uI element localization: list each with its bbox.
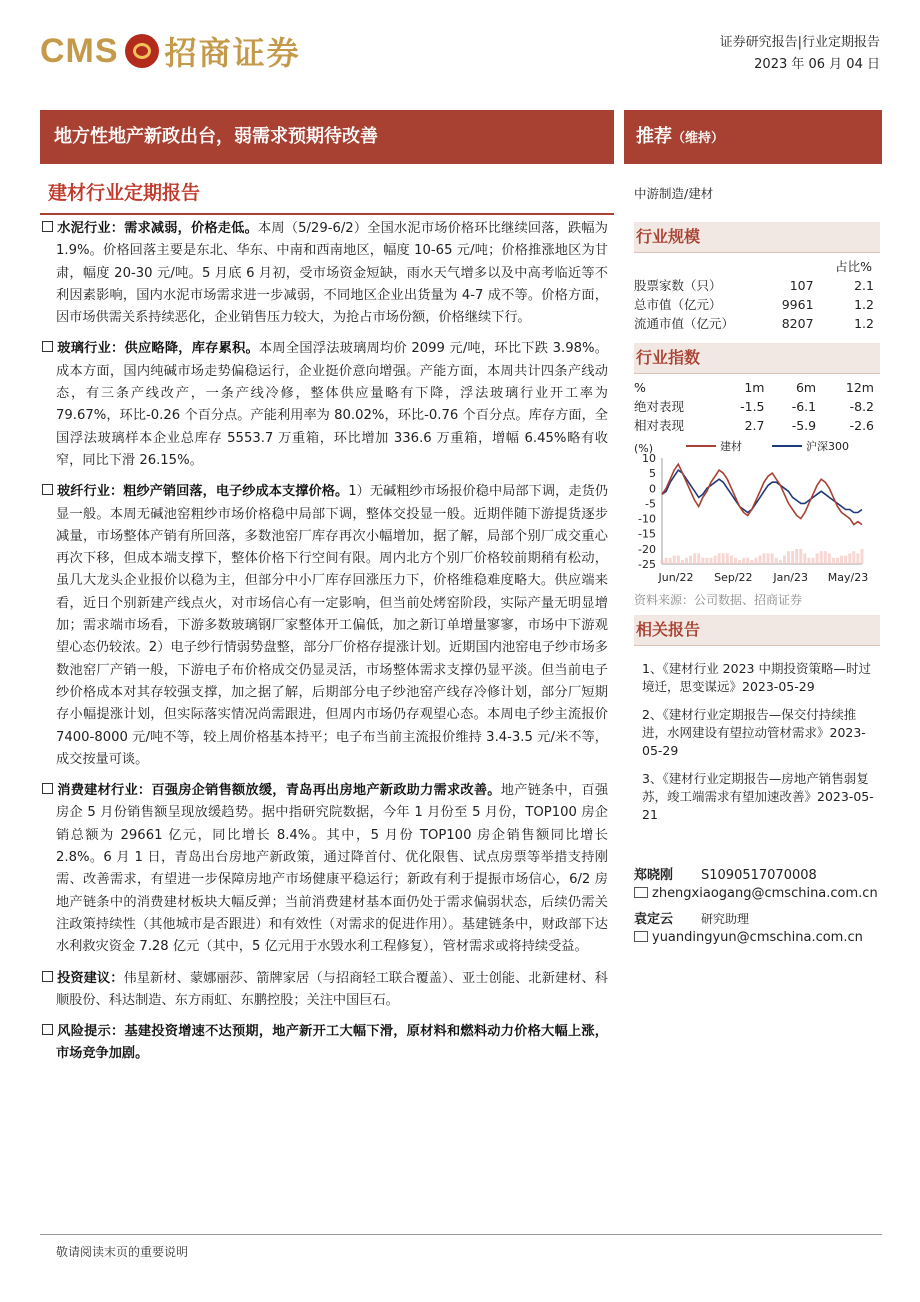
checkbox-bullet-icon <box>42 971 53 982</box>
para-text: 地产链条中，百强房企 5 月份销售额呈现放缓趋势。据中指研究院数据，今年 1 月份至 5 月份，TOP100 房企销总额为 29661 亿元，同比增长 8.4%。其中，5 月份 TOP100 房企销售额同比增长 2.8%。6 月 1 日，青岛出台房地产新政策，通过降首付、优化限售、试点房票等举措支持刚需、改善需求，有望进一步保障房地产市场健康平稳运行；新政有利于提振市场信心，6/2 房地产链条中的消费建材板块大幅反弹；当前消费建材基本面仍处于需求偏弱状态，后续仍需关注政策持续性（其他城市是否跟进）和有效性（对需求的促进作用）。基建链条中，财政部下达水利救灾资金 7.28 亿元（其中，5 亿元用于水毁水利工程修复），管材需求或将持续受益。 <box>56 783 609 955</box>
relative-bar <box>795 549 798 564</box>
col-header: 12m <box>845 380 874 395</box>
relative-bar <box>763 553 766 564</box>
row-label: 总市值（亿元） <box>634 297 722 312</box>
relative-bar <box>820 551 823 564</box>
logo-cn: 招商证券 <box>164 34 301 72</box>
row-label: 股票家数（只） <box>634 278 722 293</box>
para-text: 1）无碱粗纱市场报价稳中局部下调，走货仍显一般。本周无碱池窑粗纱市场价格稳中局部下调，整体交投显一般。近期伴随下游提货逐步减量，市场整体产销有所回落，多数池窑厂库存再次小幅增加，据了解，局部个别厂成交重心再次下移，但成本端支撑下，整体价格下行空间有限。周内北方个别厂价格较前期稍有松动，虽几大龙头企业报价以稳为主，但部分中小厂库存回涨压力下，价格维稳难度略大。供应端来看，近日个别新建产线点火，对市场信心有一定影响，但当前处烤窑阶段，实际产量无明显增加；需求端市场看，下游多数玻璃钢厂家整体开工偏低，加之新订单增量寥寥，市场中下游观望心态仍较浓。2）电子纱行情弱势盘整，部分厂价格存提涨计划。近期国内池窑电子纱市场多数池窑厂产销一般，下游电子布价格成交仍显灵活，市场整体需求支撑仍显平淡。但当前电子纱价格成本对其存较强支撑，加之据了解，后期部分电子纱池窑产线存冷修计划，部分厂短期存小幅提涨计划，但实际落实情况尚需跟进，但周内市场仍存观望心态。本周电子纱主流报价 7400-8000 元/吨不等，较上周价格基本持平；电子布当前主流报价维持 3.4-3.5 元/米不等，成交按量可谈。 <box>56 484 609 767</box>
relative-bar <box>758 556 761 564</box>
x-tick-label: Jun/22 <box>658 571 694 584</box>
y-tick-label: -25 <box>638 558 656 571</box>
mail-icon <box>634 931 648 942</box>
relative-bar <box>665 558 668 564</box>
row-value: 9961 <box>781 297 814 312</box>
x-tick-label: Jan/23 <box>773 571 809 584</box>
y-tick-label: -10 <box>638 512 656 526</box>
x-tick-label: Sep/22 <box>714 571 753 584</box>
logo <box>40 26 301 76</box>
relative-bar <box>754 558 757 564</box>
relative-bar <box>681 560 684 564</box>
index-title: 行业指数 <box>634 343 880 374</box>
main-body <box>56 218 608 1075</box>
relative-bar <box>742 558 745 564</box>
related-report[interactable]: 3、《建材行业定期报告—房地产销售弱复苏，竣工端需求有望加速改善》2023-05-21 <box>642 771 874 822</box>
para-head: 投资建议： <box>57 970 124 986</box>
relative-bar <box>836 558 839 564</box>
para-risk <box>56 1021 608 1066</box>
footer-note: 敬请阅读末页的重要说明 <box>56 1245 189 1259</box>
para-head: 玻璃行业：供应略降，库存累积。 <box>57 341 259 357</box>
relative-bar <box>844 556 847 564</box>
relative-bar <box>689 556 692 564</box>
checkbox-bullet-icon <box>42 221 53 232</box>
table-row <box>634 416 880 435</box>
analyst-name: 袁定云 <box>634 912 674 927</box>
related-title: 相关报告 <box>634 615 880 646</box>
relative-bar <box>840 556 843 564</box>
relative-bar <box>738 560 741 564</box>
related-section <box>634 615 880 834</box>
rating-note: （维持） <box>672 131 725 146</box>
index-table <box>634 378 880 435</box>
analyst-row <box>634 864 880 886</box>
cell: 2.7 <box>744 418 765 433</box>
related-report[interactable]: 2、《建材行业定期报告—保交付持续推进，水网建设有望拉动管材需求》2023-05-29 <box>642 707 866 758</box>
cell: -1.5 <box>740 399 765 414</box>
relative-bar <box>669 558 672 564</box>
header-meta <box>720 32 880 76</box>
cell: -6.1 <box>791 399 817 414</box>
table-row <box>634 314 880 333</box>
relative-bar <box>812 558 815 564</box>
para-head: 风险提示：基建投资增速不达预期，地产新开工大幅下滑，原材料和燃料动力价格大幅上涨，市场竞争加剧。 <box>56 1024 608 1062</box>
legend-label: 沪深300 <box>806 440 849 453</box>
checkbox-bullet-icon <box>42 484 53 495</box>
relative-bar <box>714 556 717 564</box>
cell: -2.6 <box>849 418 874 433</box>
logo-badge-icon <box>125 34 159 68</box>
row-pct: 1.2 <box>854 297 874 312</box>
report-date: 2023 年 06 月 04 日 <box>754 57 880 72</box>
relative-bar <box>685 558 688 564</box>
subtitle: 建材行业定期报告 <box>48 182 201 204</box>
cell: -8.2 <box>849 399 874 414</box>
relative-bar <box>730 556 733 564</box>
para-cement <box>56 218 608 329</box>
relative-bar <box>701 558 704 564</box>
relative-bar <box>861 549 864 564</box>
pct-header: 占比% <box>835 259 872 274</box>
relative-bar <box>677 556 680 564</box>
relative-bar <box>852 551 855 564</box>
checkbox-bullet-icon <box>42 1024 53 1035</box>
index-chart <box>630 436 880 586</box>
index-section <box>634 343 880 435</box>
y-tick-label: 0 <box>649 482 656 496</box>
para-text: 本周（5/29-6/2）全国水泥市场价格环比继续回落，跌幅为 1.9%。价格回落主要是东北、华东、中南和西南地区，幅度 10-65 元/吨；价格推涨地区为甘肃，幅度 20-30 元/吨。5 月底 6 月初，受市场资金短缺，雨水天气增多以及中高考临近等不利因素影响，国内水泥市场需求进一步减弱，不同地区企业出货量为 4-7 成不等。价格方面，因市场供需关系持续恶化，企业销售压力较大，为抢占市场份额，价格继续下行。 <box>56 221 608 326</box>
row-value: 8207 <box>781 316 814 331</box>
relative-bar <box>807 558 810 564</box>
relative-bar <box>775 558 778 564</box>
table-row <box>634 295 880 314</box>
para-fiberglass <box>56 481 608 771</box>
related-report[interactable]: 1、《建材行业 2023 中期投资策略—时过境迁，思变谋远》2023-05-29 <box>642 661 871 694</box>
report-type: 证券研究报告|行业定期报告 <box>719 35 880 50</box>
relative-bar <box>767 553 770 564</box>
analyst-name: 郑晓刚 <box>634 868 674 883</box>
analyst-email-row <box>634 886 880 908</box>
relative-bar <box>673 556 676 564</box>
relative-bar <box>771 553 774 564</box>
relative-bar <box>718 553 721 564</box>
row-label: 绝对表现 <box>634 399 685 414</box>
relative-bar <box>705 558 708 564</box>
para-invest <box>56 968 608 1013</box>
chart-unit-label: (%) <box>634 442 654 455</box>
relative-bar <box>661 560 664 564</box>
scale-section <box>634 222 880 333</box>
relative-bar <box>856 553 859 564</box>
analyst-email[interactable]: yuandingyun@cmschina.com.cn <box>652 930 863 945</box>
table-row <box>634 397 880 416</box>
y-tick-label: -5 <box>645 497 656 511</box>
relative-bar <box>750 560 753 564</box>
series-line-hs300 <box>662 470 862 512</box>
divider <box>40 213 614 215</box>
para-glass <box>56 338 608 472</box>
para-consumer <box>56 780 608 958</box>
y-tick-label: 10 <box>642 452 656 465</box>
logo-latin: CMS <box>40 31 119 70</box>
para-head: 水泥行业：需求减弱，价格走低。 <box>57 221 258 236</box>
relative-bar <box>709 558 712 564</box>
relative-bar <box>697 553 700 564</box>
x-tick-label: May/23 <box>827 571 869 584</box>
analyst-block <box>634 864 880 952</box>
analyst-email-row <box>634 930 880 952</box>
analyst-row <box>634 908 880 930</box>
row-label: 流通市值（亿元） <box>634 316 735 331</box>
relative-bar <box>693 553 696 564</box>
analyst-id: S1090517070008 <box>701 868 817 883</box>
mail-icon <box>634 887 648 898</box>
checkbox-bullet-icon <box>42 783 53 794</box>
table-row <box>634 378 880 397</box>
row-label: 相对表现 <box>634 418 685 433</box>
relative-bar <box>824 551 827 564</box>
relative-bar <box>803 553 806 564</box>
col-header: % <box>634 380 646 395</box>
checkbox-bullet-icon <box>42 341 53 352</box>
relative-bar <box>828 553 831 564</box>
relative-bar <box>734 558 737 564</box>
para-head: 消费建材行业：百强房企销售额放缓，青岛再出房地产新政助力需求改善。 <box>57 783 501 799</box>
analyst-id: 研究助理 <box>701 912 750 926</box>
analyst-email[interactable]: zhengxiaogang@cmschina.com.cn <box>652 886 878 901</box>
scale-table <box>634 257 880 333</box>
relative-bar <box>746 558 749 564</box>
y-tick-label: -20 <box>638 542 656 556</box>
sector-label: 中游制造/建材 <box>634 186 714 201</box>
relative-bar <box>799 549 802 564</box>
relative-bar <box>832 558 835 564</box>
relative-bar <box>783 556 786 564</box>
legend-label: 建材 <box>720 440 742 453</box>
relative-bar <box>779 560 782 564</box>
para-head: 玻纤行业：粗纱产销回落，电子纱成本支撑价格。 <box>57 484 349 500</box>
related-list <box>634 660 880 824</box>
para-text: 伟星新材、蒙娜丽莎、箭牌家居（与招商轻工联合覆盖）、亚士创能、北新建材、科顺股份、科达制造、东方雨虹、东鹏控股；关注中国巨石。 <box>56 970 608 1008</box>
title-band: 地方性地产新政出台，弱需求预期待改善 <box>40 110 614 164</box>
relative-bar <box>726 553 729 564</box>
footer-divider <box>40 1234 882 1235</box>
para-text: 本周全国浮法玻璃周均价 2099 元/吨，环比下跌 3.98%。成本方面，国内纯碱市场走势偏稳运行，企业挺价意向增强。产能方面，本周共计四条产线动态，有三条产线改产，一条产线冷修，整体供应量略有下降，浮法玻璃行业开工率为 79.67%，环比-0.26 个百分点。产能利用率为 80.02%，环比-0.76 个百分点。库存方面，全国浮法玻璃样本企业总库存 5553.7 万重箱，环比增加 336.6 万重箱，增幅 6.45%略有收窄，同比下滑 26.15%。 <box>56 341 608 468</box>
y-tick-label: 5 <box>649 467 656 481</box>
relative-bar <box>848 553 851 564</box>
relative-bar <box>722 553 725 564</box>
relative-bar <box>816 553 819 564</box>
y-tick-label: -15 <box>638 527 656 541</box>
relative-bar <box>787 551 790 564</box>
row-pct: 2.1 <box>854 278 874 293</box>
rating-band <box>624 110 882 164</box>
chart-source: 资料来源：公司数据、招商证券 <box>634 593 803 607</box>
table-row <box>634 276 880 295</box>
cell: -5.9 <box>791 418 817 433</box>
col-header: 1m <box>744 380 765 395</box>
scale-title: 行业规模 <box>634 222 880 253</box>
row-value: 107 <box>789 278 814 293</box>
relative-bar <box>791 551 794 564</box>
row-pct: 1.2 <box>854 316 874 331</box>
rating-label: 推荐 <box>636 126 672 147</box>
col-header: 6m <box>795 380 817 395</box>
